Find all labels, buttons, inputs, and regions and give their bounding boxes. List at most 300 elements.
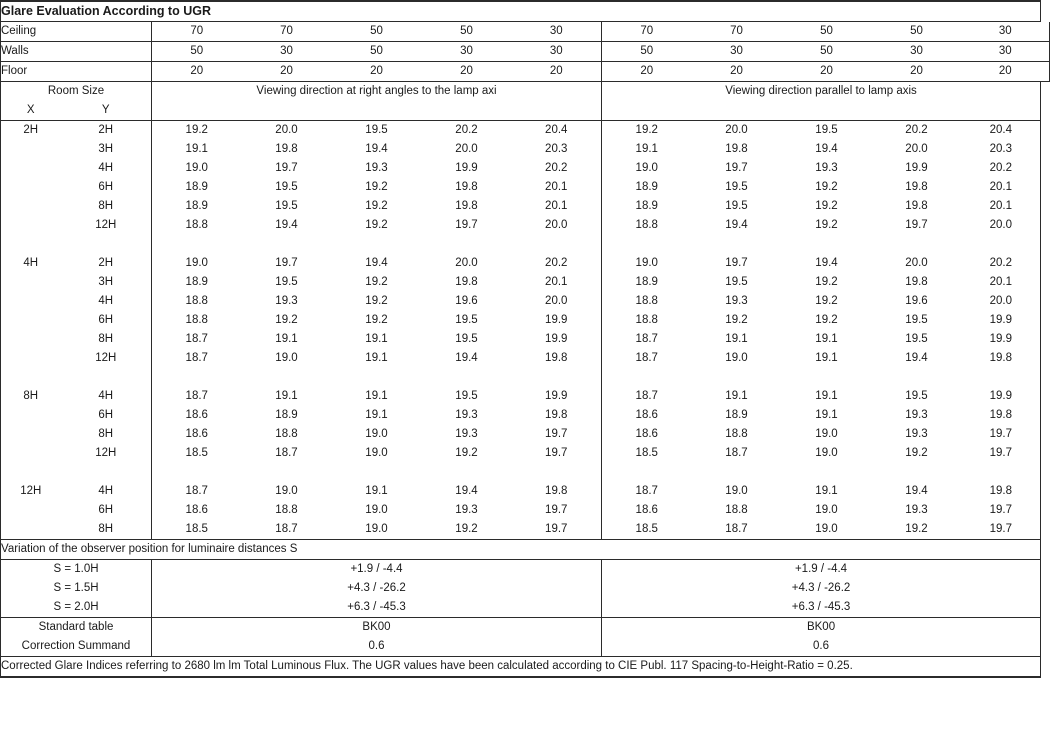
ugr-value-parallel: 19.5 xyxy=(905,333,928,345)
room-size-x xyxy=(1,501,61,520)
ugr-value-perpendicular: 20.1 xyxy=(545,200,568,212)
ugr-value-perpendicular: 19.0 xyxy=(152,159,242,178)
ugr-value-perpendicular: 19.7 xyxy=(545,504,568,516)
ugr-value-perpendicular: 19.3 xyxy=(455,409,478,421)
ugr-value-parallel: 19.9 xyxy=(962,387,1041,406)
floor-value: 20 xyxy=(422,62,512,82)
ugr-value-perpendicular: 19.1 xyxy=(152,140,242,159)
spacer xyxy=(692,463,782,482)
group-separator xyxy=(1,463,1050,482)
room-size-x xyxy=(1,197,61,216)
spacer xyxy=(242,101,332,121)
ugr-value-parallel: 19.0 xyxy=(815,523,838,535)
variation-label: S = 1.5H xyxy=(1,579,152,598)
ugr-value-perpendicular: 19.7 xyxy=(455,219,478,231)
ugr-value-parallel: 20.2 xyxy=(962,159,1041,178)
ugr-value-perpendicular: 18.9 xyxy=(152,178,242,197)
ugr-value-perpendicular: 19.2 xyxy=(365,276,388,288)
walls-value: 50 xyxy=(332,42,422,62)
ugr-value-perpendicular: 18.5 xyxy=(152,520,242,540)
spacer xyxy=(692,101,782,121)
table-row xyxy=(1,121,1050,141)
table-row xyxy=(1,216,1050,235)
ugr-value-perpendicular: 19.9 xyxy=(455,162,478,174)
ugr-value-perpendicular: 18.7 xyxy=(275,447,298,459)
correction-summand-value-perpendicular: 0.6 xyxy=(152,637,602,657)
ugr-value-perpendicular: 19.5 xyxy=(455,333,478,345)
ugr-value-parallel: 19.7 xyxy=(905,219,928,231)
floor-value: 20 xyxy=(242,62,332,82)
room-size-x xyxy=(1,520,61,540)
ugr-value-parallel: 19.8 xyxy=(905,181,928,193)
ugr-value-perpendicular: 19.8 xyxy=(275,143,298,155)
ugr-value-perpendicular: 19.8 xyxy=(455,200,478,212)
ugr-value-parallel: 19.9 xyxy=(905,162,928,174)
ugr-value-perpendicular: 18.7 xyxy=(152,482,242,501)
walls-value: 50 xyxy=(782,42,872,62)
room-size-x: 12H xyxy=(1,482,61,501)
ugr-value-parallel: 20.0 xyxy=(725,124,748,136)
ugr-value-perpendicular: 19.2 xyxy=(152,121,242,141)
ugr-value-parallel: 18.9 xyxy=(602,273,692,292)
ugr-value-parallel: 18.8 xyxy=(602,311,692,330)
ugr-value-perpendicular: 19.7 xyxy=(275,162,298,174)
reflectance-row-ceiling xyxy=(1,22,1050,42)
ugr-value-perpendicular: 19.8 xyxy=(545,485,568,497)
spacer xyxy=(422,368,512,387)
ugr-value-parallel: 19.2 xyxy=(815,200,838,212)
ugr-value-parallel: 19.5 xyxy=(815,124,838,136)
ugr-value-perpendicular: 19.0 xyxy=(152,254,242,273)
ugr-value-perpendicular: 19.9 xyxy=(545,314,568,326)
ugr-value-parallel: 19.1 xyxy=(815,390,838,402)
ugr-value-parallel: 18.8 xyxy=(602,292,692,311)
ugr-value-parallel: 19.0 xyxy=(815,447,838,459)
ugr-value-perpendicular: 19.3 xyxy=(455,504,478,516)
variation-label: S = 2.0H xyxy=(1,598,152,618)
ugr-value-parallel: 20.4 xyxy=(962,121,1041,141)
ugr-value-perpendicular: 19.0 xyxy=(275,352,298,364)
ugr-value-perpendicular: 18.8 xyxy=(152,292,242,311)
ugr-value-perpendicular: 19.8 xyxy=(455,276,478,288)
ugr-value-perpendicular: 19.3 xyxy=(275,295,298,307)
ceiling-value: 30 xyxy=(512,22,602,42)
room-size-x xyxy=(1,311,61,330)
ugr-value-perpendicular: 19.1 xyxy=(275,333,298,345)
walls-value: 30 xyxy=(962,42,1050,62)
table-row xyxy=(1,159,1050,178)
ugr-value-perpendicular: 18.8 xyxy=(275,504,298,516)
ugr-value-parallel: 19.5 xyxy=(725,276,748,288)
ugr-value-perpendicular: 19.8 xyxy=(545,409,568,421)
ugr-value-perpendicular: 19.1 xyxy=(365,352,388,364)
ugr-value-parallel: 19.8 xyxy=(905,200,928,212)
room-size-y: 8H xyxy=(98,428,114,440)
spacer xyxy=(512,368,602,387)
ugr-value-perpendicular: 19.8 xyxy=(455,181,478,193)
ugr-value-perpendicular: 20.2 xyxy=(545,257,568,269)
table-row xyxy=(1,387,1050,406)
spacer xyxy=(602,235,692,254)
ceiling-value: 50 xyxy=(782,22,872,42)
floor-value: 20 xyxy=(152,62,242,82)
ugr-value-parallel: 19.0 xyxy=(602,159,692,178)
spacer xyxy=(962,101,1041,121)
ugr-value-perpendicular: 19.8 xyxy=(545,352,568,364)
walls-value: 50 xyxy=(602,42,692,62)
walls-value: 30 xyxy=(242,42,332,62)
ugr-value-perpendicular: 19.7 xyxy=(545,447,568,459)
floor-value: 20 xyxy=(872,62,962,82)
ugr-value-perpendicular: 19.9 xyxy=(545,333,568,345)
ugr-value-parallel: 19.5 xyxy=(905,390,928,402)
ugr-data-body xyxy=(1,121,1050,540)
spacer xyxy=(152,101,242,121)
ugr-value-parallel: 19.7 xyxy=(962,501,1041,520)
spacer xyxy=(152,463,242,482)
group-separator xyxy=(1,235,1050,254)
spacer xyxy=(782,463,872,482)
ugr-value-parallel: 19.5 xyxy=(725,200,748,212)
spacer xyxy=(782,101,872,121)
ugr-value-parallel: 18.7 xyxy=(602,330,692,349)
ugr-value-perpendicular: 19.0 xyxy=(365,428,388,440)
spacer xyxy=(692,368,782,387)
ceiling-value: 70 xyxy=(242,22,332,42)
ugr-value-perpendicular: 18.8 xyxy=(152,311,242,330)
ugr-value-perpendicular: 19.9 xyxy=(545,390,568,402)
room-size-y: 8H xyxy=(98,200,114,212)
ugr-value-parallel: 19.1 xyxy=(725,333,748,345)
direction-header-perpendicular: Viewing direction at right angles to the lamp axi xyxy=(152,82,602,102)
variation-value-perpendicular: +6.3 / -45.3 xyxy=(152,598,602,618)
ceiling-value: 30 xyxy=(962,22,1050,42)
ugr-value-perpendicular: 19.0 xyxy=(275,485,298,497)
ugr-value-perpendicular: 19.4 xyxy=(275,219,298,231)
ugr-value-perpendicular: 18.7 xyxy=(152,387,242,406)
ugr-value-perpendicular: 20.0 xyxy=(545,219,568,231)
ugr-value-perpendicular: 19.4 xyxy=(455,352,478,364)
ugr-value-perpendicular: 19.5 xyxy=(275,200,298,212)
ugr-value-perpendicular: 19.2 xyxy=(365,295,388,307)
spacer xyxy=(61,463,152,482)
ceiling-value: 70 xyxy=(152,22,242,42)
spacer xyxy=(152,368,242,387)
ceiling-value: 70 xyxy=(602,22,692,42)
ugr-value-parallel: 19.4 xyxy=(905,352,928,364)
spacer xyxy=(1,368,61,387)
ugr-value-parallel: 19.2 xyxy=(815,219,838,231)
ugr-value-perpendicular: 19.0 xyxy=(365,447,388,459)
room-size-x xyxy=(1,444,61,463)
spacer xyxy=(422,235,512,254)
ugr-value-parallel: 19.1 xyxy=(815,409,838,421)
ugr-value-parallel: 19.2 xyxy=(905,523,928,535)
spacer xyxy=(782,368,872,387)
ugr-value-parallel: 18.7 xyxy=(725,447,748,459)
correction-summand-label: Correction Summand xyxy=(1,637,152,657)
ugr-value-perpendicular: 19.6 xyxy=(455,295,478,307)
standard-table-row xyxy=(1,618,1050,638)
ugr-value-parallel: 18.7 xyxy=(602,387,692,406)
reflectance-row-floor xyxy=(1,62,1050,82)
ugr-value-perpendicular: 20.0 xyxy=(275,124,298,136)
floor-value: 20 xyxy=(782,62,872,82)
walls-value: 50 xyxy=(152,42,242,62)
spacer xyxy=(422,463,512,482)
variation-row xyxy=(1,598,1050,618)
ugr-value-perpendicular: 19.1 xyxy=(365,333,388,345)
ugr-value-parallel: 19.2 xyxy=(725,314,748,326)
ugr-value-parallel: 19.0 xyxy=(815,428,838,440)
ugr-value-perpendicular: 19.2 xyxy=(455,447,478,459)
spacer xyxy=(332,463,422,482)
room-size-y: 4H xyxy=(98,162,114,174)
spacer xyxy=(872,235,962,254)
spacer xyxy=(872,463,962,482)
ugr-value-perpendicular: 20.0 xyxy=(455,143,478,155)
ugr-value-parallel: 19.6 xyxy=(905,295,928,307)
ugr-value-perpendicular: 20.1 xyxy=(545,276,568,288)
title-row xyxy=(1,1,1050,22)
ugr-value-parallel: 19.9 xyxy=(962,330,1041,349)
table-row xyxy=(1,140,1050,159)
ugr-value-parallel: 19.3 xyxy=(725,295,748,307)
ugr-value-parallel: 18.5 xyxy=(602,520,692,540)
ugr-value-perpendicular: 20.0 xyxy=(545,295,568,307)
variation-header-row xyxy=(1,540,1050,560)
ugr-value-parallel: 19.1 xyxy=(815,333,838,345)
room-size-y: 4H xyxy=(98,485,114,497)
table-row xyxy=(1,425,1050,444)
variation-header: Variation of the observer position for luminaire distances S xyxy=(1,540,1041,560)
spacer xyxy=(242,463,332,482)
ceiling-value: 70 xyxy=(692,22,782,42)
ugr-value-parallel: 18.8 xyxy=(602,216,692,235)
ugr-value-parallel: 19.3 xyxy=(905,409,928,421)
standard-table-label: Standard table xyxy=(1,618,152,638)
ugr-value-parallel: 18.7 xyxy=(602,349,692,368)
room-size-y: 2H xyxy=(98,124,114,136)
ugr-value-parallel: 19.2 xyxy=(905,447,928,459)
ugr-value-perpendicular: 19.7 xyxy=(545,428,568,440)
room-size-y: 6H xyxy=(98,181,114,193)
spacer xyxy=(872,368,962,387)
walls-value: 30 xyxy=(692,42,782,62)
room-size-y: 8H xyxy=(98,333,114,345)
ugr-value-parallel: 19.0 xyxy=(725,352,748,364)
room-size-x xyxy=(1,330,61,349)
ugr-value-perpendicular: 18.7 xyxy=(152,330,242,349)
ugr-value-parallel: 20.3 xyxy=(962,140,1041,159)
ugr-value-perpendicular: 19.5 xyxy=(275,276,298,288)
table-row xyxy=(1,501,1050,520)
ugr-value-perpendicular: 18.6 xyxy=(152,406,242,425)
ugr-value-perpendicular: 18.5 xyxy=(152,444,242,463)
floor-value: 20 xyxy=(962,62,1050,82)
spacer xyxy=(152,235,242,254)
ugr-value-parallel: 19.0 xyxy=(602,254,692,273)
spacer xyxy=(332,368,422,387)
room-size-x xyxy=(1,140,61,159)
ugr-value-perpendicular: 18.9 xyxy=(275,409,298,421)
spacer xyxy=(1,463,61,482)
room-size-y: 8H xyxy=(98,523,114,535)
room-size-x: 8H xyxy=(1,387,61,406)
spacer xyxy=(512,235,602,254)
ugr-value-parallel: 19.3 xyxy=(815,162,838,174)
ugr-value-perpendicular: 19.4 xyxy=(455,485,478,497)
room-size-y: 2H xyxy=(98,257,114,269)
ugr-value-perpendicular: 19.2 xyxy=(365,314,388,326)
ugr-value-parallel: 18.9 xyxy=(602,197,692,216)
ugr-value-parallel: 19.8 xyxy=(962,406,1041,425)
ugr-value-perpendicular: 19.0 xyxy=(365,504,388,516)
table-row xyxy=(1,349,1050,368)
ugr-value-perpendicular: 18.7 xyxy=(152,349,242,368)
ugr-value-perpendicular: 19.1 xyxy=(365,409,388,421)
ugr-value-perpendicular: 18.9 xyxy=(152,197,242,216)
spacer xyxy=(422,101,512,121)
spacer xyxy=(962,368,1041,387)
ugr-value-perpendicular: 18.9 xyxy=(152,273,242,292)
ugr-value-parallel: 18.9 xyxy=(602,178,692,197)
ugr-value-parallel: 19.1 xyxy=(725,390,748,402)
ugr-value-parallel: 19.9 xyxy=(962,311,1041,330)
ugr-value-perpendicular: 20.0 xyxy=(455,257,478,269)
ugr-value-perpendicular: 19.2 xyxy=(365,200,388,212)
room-size-y: 4H xyxy=(98,390,114,402)
ugr-value-parallel: 19.7 xyxy=(962,425,1041,444)
table-row xyxy=(1,292,1050,311)
spacer xyxy=(962,235,1041,254)
page-title: Glare Evaluation According to UGR xyxy=(1,1,1041,22)
ugr-value-perpendicular: 20.2 xyxy=(545,162,568,174)
row-label-walls: Walls xyxy=(1,42,152,62)
ugr-value-parallel: 19.7 xyxy=(962,520,1041,540)
room-size-x: 2H xyxy=(1,121,61,141)
ugr-value-parallel: 19.0 xyxy=(815,504,838,516)
variation-row xyxy=(1,579,1050,598)
ugr-value-perpendicular: 19.1 xyxy=(365,485,388,497)
ugr-value-perpendicular: 19.0 xyxy=(365,523,388,535)
ugr-value-parallel: 19.3 xyxy=(905,504,928,516)
axis-header-x: X xyxy=(1,101,61,121)
room-size-y: 6H xyxy=(98,409,114,421)
ceiling-value: 50 xyxy=(872,22,962,42)
ugr-value-perpendicular: 18.8 xyxy=(152,216,242,235)
spacer xyxy=(512,463,602,482)
table-row xyxy=(1,482,1050,501)
ugr-value-parallel: 19.8 xyxy=(725,143,748,155)
ugr-value-parallel: 18.7 xyxy=(602,482,692,501)
ugr-value-parallel: 19.8 xyxy=(962,349,1041,368)
table-row xyxy=(1,311,1050,330)
variation-value-perpendicular: +1.9 / -4.4 xyxy=(152,560,602,580)
ugr-value-perpendicular: 18.7 xyxy=(275,523,298,535)
table-row xyxy=(1,254,1050,273)
ugr-value-perpendicular: 18.6 xyxy=(152,501,242,520)
ugr-value-perpendicular: 19.1 xyxy=(275,390,298,402)
walls-value: 30 xyxy=(422,42,512,62)
ugr-value-perpendicular: 19.5 xyxy=(455,314,478,326)
ugr-value-perpendicular: 20.4 xyxy=(545,124,568,136)
ugr-value-perpendicular: 19.2 xyxy=(275,314,298,326)
ugr-value-parallel: 18.8 xyxy=(725,504,748,516)
row-label-ceiling: Ceiling xyxy=(1,22,152,42)
ugr-value-parallel: 19.1 xyxy=(815,485,838,497)
axis-header-row xyxy=(1,101,1050,121)
spacer xyxy=(602,368,692,387)
ugr-value-parallel: 19.7 xyxy=(962,444,1041,463)
ugr-value-parallel: 19.7 xyxy=(725,162,748,174)
floor-value: 20 xyxy=(602,62,692,82)
ugr-value-perpendicular: 18.6 xyxy=(152,425,242,444)
ugr-value-parallel: 20.0 xyxy=(962,292,1041,311)
reflectance-row-walls xyxy=(1,42,1050,62)
standard-table-value-perpendicular: BK00 xyxy=(152,618,602,638)
table-row xyxy=(1,444,1050,463)
room-size-y: 6H xyxy=(98,504,114,516)
room-size-y: 3H xyxy=(98,143,114,155)
ugr-value-parallel: 19.4 xyxy=(815,143,838,155)
ugr-value-parallel: 20.2 xyxy=(962,254,1041,273)
ugr-value-perpendicular: 19.4 xyxy=(365,143,388,155)
spacer xyxy=(962,463,1041,482)
correction-summand-row xyxy=(1,637,1050,657)
ugr-value-perpendicular: 19.3 xyxy=(455,428,478,440)
spacer xyxy=(242,235,332,254)
ugr-value-perpendicular: 19.1 xyxy=(365,390,388,402)
spacer xyxy=(692,235,782,254)
variation-label: S = 1.0H xyxy=(1,560,152,580)
room-size-x xyxy=(1,216,61,235)
room-size-x xyxy=(1,292,61,311)
ugr-value-parallel: 18.6 xyxy=(602,501,692,520)
ugr-value-parallel: 19.4 xyxy=(905,485,928,497)
walls-value: 30 xyxy=(872,42,962,62)
ugr-value-parallel: 19.1 xyxy=(602,140,692,159)
correction-summand-value-parallel: 0.6 xyxy=(602,637,1041,657)
ugr-value-perpendicular: 20.3 xyxy=(545,143,568,155)
ugr-value-parallel: 19.0 xyxy=(725,485,748,497)
room-size-y: 12H xyxy=(95,219,117,231)
table-row xyxy=(1,520,1050,540)
ugr-value-parallel: 20.1 xyxy=(962,178,1041,197)
ugr-value-parallel: 18.6 xyxy=(602,406,692,425)
group-separator xyxy=(1,368,1050,387)
axis-header-y: Y xyxy=(61,101,152,121)
ugr-value-parallel: 19.8 xyxy=(905,276,928,288)
table-row xyxy=(1,273,1050,292)
ugr-value-parallel: 19.8 xyxy=(962,482,1041,501)
ugr-value-parallel: 19.5 xyxy=(905,314,928,326)
ugr-value-parallel: 20.0 xyxy=(905,257,928,269)
ugr-value-parallel: 19.7 xyxy=(725,257,748,269)
ugr-value-parallel: 19.2 xyxy=(815,276,838,288)
variation-row xyxy=(1,560,1050,580)
ugr-value-parallel: 20.0 xyxy=(905,143,928,155)
ugr-value-parallel: 19.2 xyxy=(815,181,838,193)
spacer xyxy=(872,101,962,121)
row-label-floor: Floor xyxy=(1,62,152,82)
ugr-value-parallel: 18.7 xyxy=(725,523,748,535)
ugr-value-parallel: 19.2 xyxy=(815,314,838,326)
spacer xyxy=(61,368,152,387)
table-row xyxy=(1,178,1050,197)
spacer xyxy=(782,235,872,254)
room-size-x xyxy=(1,273,61,292)
